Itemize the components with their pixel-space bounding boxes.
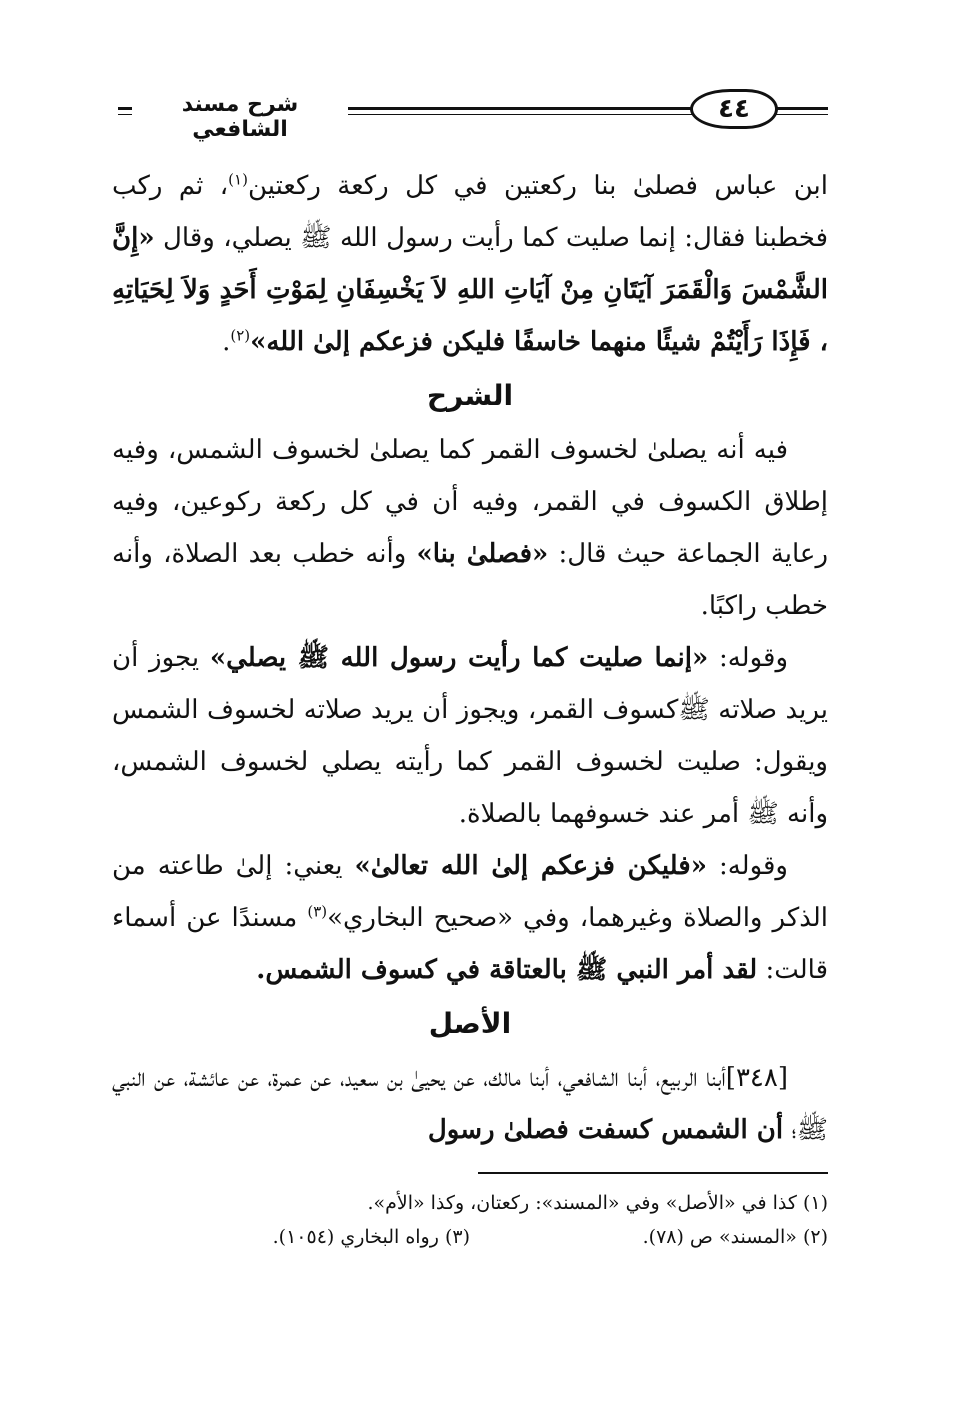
- footnote-ref-3: (٣): [307, 902, 328, 921]
- sharh-quote-2: «إنما صليت كما رأيت رسول الله ﷺ يصلي»: [209, 643, 709, 673]
- footnote-3: (٣) رواه البخاري (١٠٥٤).: [272, 1226, 470, 1248]
- sharh-text-2-start: وقوله:: [718, 643, 789, 673]
- footnotes: [112, 1186, 828, 1254]
- hadith-paragraph: [112, 160, 828, 368]
- sharh-text-2-end: يجوز أن يريد صلاته ﷺكسوف القمر، ويجوز أن يريد صلاته لخسوف الشمس ويقول: صليت لخسوف القمر كما رأيته يصلي لخسوف الشمس، وأنه ﷺ أمر عند خسوفهما بالصلاة.: [112, 643, 828, 829]
- footnote-ref-2: (٢): [230, 326, 251, 345]
- header-rule-left: [118, 107, 132, 115]
- sharh-text-3-mid: يعني: إلىٰ طاعته من الذكر والصلاة وغيرهما، وفي «صحيح البخاري»: [112, 851, 829, 933]
- sharh-quote-3: «فليكن فزعكم إلىٰ الله تعالىٰ»: [354, 851, 707, 881]
- footnote-2: (٢) «المسند» ص (٧٨).: [642, 1226, 828, 1248]
- sharh-text-3-start: وقوله:: [718, 851, 788, 881]
- page-header: [112, 88, 828, 142]
- hadith-end: .: [222, 327, 231, 357]
- sharh-heading: الشرح: [426, 379, 514, 412]
- sharh-text-3-mid2: مسندًا عن أسماء قالت:: [112, 903, 828, 985]
- footnote-1: (١) كذا في «الأصل» وفي «المسند»: ركعتان، وكذا «الأم».: [367, 1192, 828, 1214]
- footnote-separator: [478, 1172, 828, 1174]
- asl-text-bold: أن الشمس كسفت فصلىٰ رسول: [427, 1115, 784, 1145]
- sharh-text-1-end: وأنه خطب بعد الصلاة، وأنه خطب راكبًا.: [112, 539, 828, 621]
- page-number-badge: [690, 89, 778, 129]
- page-number: ٤٤: [718, 94, 750, 124]
- asl-heading: الأصل: [428, 1007, 512, 1040]
- asl-text: [٣٤٨]أبنا الربيع، أبنا الشافعي، أبنا مالك، عن يحيىٰ بن سعيد، عن عمرة، عن عائشة، عن النبي ﷺ؛: [112, 1063, 828, 1145]
- page-body: [112, 160, 828, 1156]
- hadith-quote: «إِنَّ الشَّمْسَ وَالْقَمَرَ آيَتَانِ مِنْ آيَاتِ اللهِ لاَ يَخْسِفَانِ لِمَوْتِ أَحَدٍ وَلاَ لِحَيَاتِهِ ، فَإِذَا رَأَيْتُمْ شيئًا منهما خاسفًا فليكن فزعكم إلىٰ الله»: [112, 223, 828, 357]
- hadith-text-2: ، ثم ركب فخطبنا فقال: إنما صليت كما رأيت رسول الله ﷺ يصلي، وقال: [112, 171, 828, 253]
- asl-paragraph: [112, 1052, 828, 1156]
- header-rule-right: [788, 107, 828, 115]
- sharh-text-1: فيه أنه يصلىٰ لخسوف القمر كما يصلىٰ لخسوف الشمس، وفيه إطلاق الكسوف في القمر، وفيه أن في كل ركعة ركوعين، وفيه رعاية الجماعة حيث قال:: [112, 435, 829, 569]
- running-title: شرح مسند الشافعي: [181, 92, 299, 142]
- footnote-row: [112, 1220, 828, 1254]
- sharh-text-3-bold: لقد أمر النبي ﷺ بالعتاقة في كسوف الشمس.: [256, 955, 758, 985]
- hadith-text-1: ابن عباس فصلىٰ بنا ركعتين في كل ركعة ركعتين: [247, 171, 828, 201]
- footnote-ref-1: (١): [228, 170, 248, 189]
- sharh-paragraph-2: [112, 632, 828, 840]
- sharh-paragraph-1: [112, 424, 828, 632]
- sharh-quote-1: «فصلىٰ بنا»: [416, 539, 549, 569]
- sharh-paragraph-3: [112, 840, 828, 996]
